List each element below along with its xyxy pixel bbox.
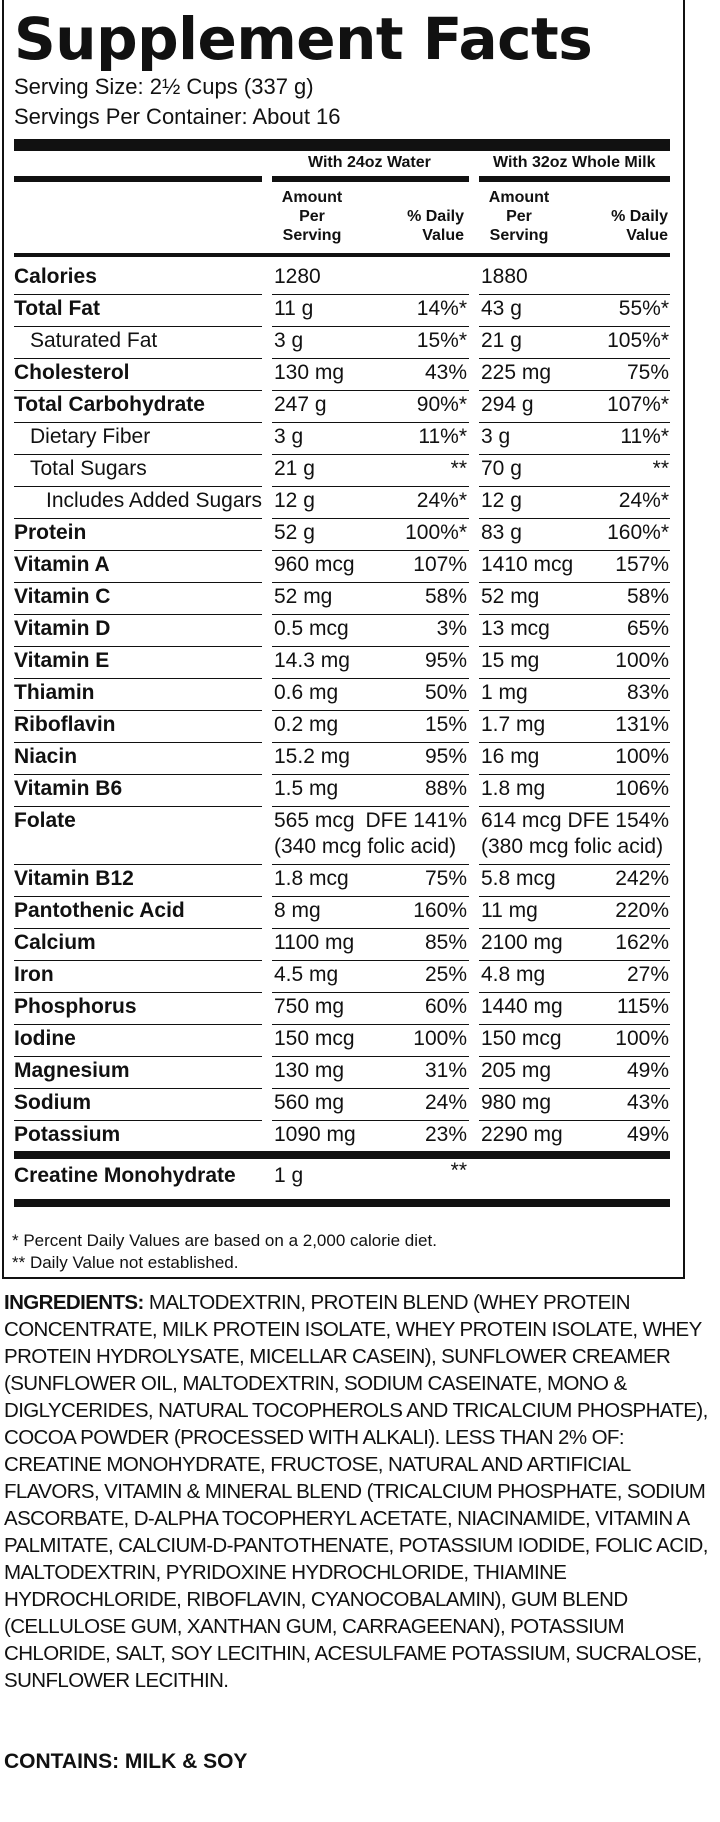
water-amount: 8 mg bbox=[274, 899, 321, 922]
water-daily-value: 15% bbox=[424, 713, 467, 736]
nutrient-name: Niacin bbox=[14, 745, 78, 768]
water-daily-value: 160% bbox=[413, 899, 467, 922]
water-daily-value: 15%* bbox=[416, 329, 467, 352]
water-daily-value: 100% bbox=[413, 1027, 467, 1050]
row-divider bbox=[14, 710, 262, 711]
water-amount: 52 g bbox=[274, 521, 315, 544]
row-divider bbox=[14, 614, 262, 615]
nutrient-name: Phosphorus bbox=[14, 995, 137, 1018]
row-divider bbox=[14, 774, 262, 775]
row-divider bbox=[272, 518, 469, 519]
water-daily-value: 24%* bbox=[416, 489, 467, 512]
nutrient-name: Sodium bbox=[14, 1091, 91, 1114]
nutrient-name: Calcium bbox=[14, 931, 96, 954]
nutrient-name: Magnesium bbox=[14, 1059, 130, 1082]
nutrient-name: Cholesterol bbox=[14, 361, 130, 384]
nutrient-name: Vitamin B12 bbox=[14, 867, 134, 890]
row-divider bbox=[14, 678, 262, 679]
row-divider bbox=[272, 960, 469, 961]
thick-divider-top bbox=[14, 139, 670, 151]
water-daily-value: DFE 141% bbox=[365, 809, 467, 832]
water-daily-value: 25% bbox=[424, 963, 467, 986]
milk-daily-value: 100% bbox=[615, 745, 669, 768]
row-divider bbox=[479, 774, 670, 775]
row-divider bbox=[14, 1024, 262, 1025]
nutrient-name: Vitamin A bbox=[14, 553, 110, 576]
row-divider bbox=[272, 992, 469, 993]
row-divider bbox=[272, 486, 469, 487]
milk-amount: 205 mg bbox=[481, 1059, 552, 1082]
milk-amount: 70 g bbox=[481, 457, 522, 480]
header-divider-water bbox=[272, 176, 469, 182]
milk-amount: 13 mcg bbox=[481, 617, 550, 640]
nutrient-name: Riboflavin bbox=[14, 713, 116, 736]
row-divider bbox=[272, 1120, 469, 1121]
water-daily-value: 11%* bbox=[418, 425, 467, 448]
row-divider bbox=[14, 454, 262, 455]
milk-amount: 980 mg bbox=[481, 1091, 552, 1114]
panel-title: Supplement Facts bbox=[14, 5, 593, 73]
water-daily-value: 14%* bbox=[416, 297, 467, 320]
milk-daily-value: 49% bbox=[626, 1059, 669, 1082]
nutrient-name: Saturated Fat bbox=[30, 329, 158, 352]
ingredients bbox=[4, 1289, 716, 1694]
row-divider bbox=[479, 678, 670, 679]
milk-amount: 15 mg bbox=[481, 649, 540, 672]
col-group-water: With 24oz Water bbox=[308, 154, 431, 171]
water-daily-value: 23% bbox=[424, 1123, 467, 1146]
milk-daily-value: 27% bbox=[626, 963, 669, 986]
row-divider bbox=[272, 454, 469, 455]
water-daily-value: 75% bbox=[424, 867, 467, 890]
water-amount: 15.2 mg bbox=[274, 745, 350, 768]
row-divider bbox=[272, 422, 469, 423]
water-daily-value: ** bbox=[450, 457, 467, 480]
water-daily-value: 85% bbox=[424, 931, 467, 954]
row-divider bbox=[479, 646, 670, 647]
row-divider bbox=[479, 390, 670, 391]
water-amount: 130 mg bbox=[274, 361, 345, 384]
col-amount-water: Amount Per Serving bbox=[281, 189, 343, 244]
row-divider bbox=[479, 1056, 670, 1057]
water-amount: 750 mg bbox=[274, 995, 345, 1018]
water-amount: 3 g bbox=[274, 329, 304, 352]
row-divider bbox=[14, 992, 262, 993]
water-amount: 0.6 mg bbox=[274, 681, 339, 704]
nutrient-name: Includes Added Sugars bbox=[46, 489, 262, 512]
row-divider bbox=[272, 550, 469, 551]
header-divider-name bbox=[14, 176, 262, 182]
header-divider-bottom bbox=[14, 253, 670, 257]
row-divider bbox=[479, 742, 670, 743]
water-amount: 565 mcg bbox=[274, 809, 355, 832]
milk-daily-value: 162% bbox=[615, 931, 669, 954]
row-divider bbox=[479, 864, 670, 865]
milk-daily-value: 24%* bbox=[618, 489, 669, 512]
row-divider bbox=[272, 646, 469, 647]
nutrient-name: Folate bbox=[14, 809, 76, 832]
water-daily-value: 88% bbox=[424, 777, 467, 800]
allergen-statement: CONTAINS: MILK & SOY bbox=[4, 1750, 248, 1773]
milk-daily-value: 49% bbox=[626, 1123, 669, 1146]
water-daily-value: 95% bbox=[424, 649, 467, 672]
milk-amount: 1410 mcg bbox=[481, 553, 574, 576]
water-amount: 1.8 mcg bbox=[274, 867, 349, 890]
row-divider bbox=[14, 742, 262, 743]
water-amount: 0.2 mg bbox=[274, 713, 339, 736]
row-divider bbox=[14, 518, 262, 519]
water-amount: 1.5 mg bbox=[274, 777, 339, 800]
milk-amount: 21 g bbox=[481, 329, 522, 352]
milk-amount: 4.8 mg bbox=[481, 963, 546, 986]
milk-daily-value: 100% bbox=[615, 1027, 669, 1050]
water-daily-value: 58% bbox=[424, 585, 467, 608]
nutrient-name: Total Carbohydrate bbox=[14, 393, 205, 416]
row-divider bbox=[272, 358, 469, 359]
servings-per-container: Servings Per Container: About 16 bbox=[14, 104, 341, 129]
col-group-milk: With 32oz Whole Milk bbox=[493, 154, 656, 171]
row-divider bbox=[14, 390, 262, 391]
milk-daily-value: 55%* bbox=[618, 297, 669, 320]
water-amount: 21 g bbox=[274, 457, 315, 480]
water-amount: 4.5 mg bbox=[274, 963, 339, 986]
row-divider bbox=[14, 326, 262, 327]
water-amount: 0.5 mcg bbox=[274, 617, 349, 640]
milk-daily-value: 65% bbox=[626, 617, 669, 640]
creatine-name: Creatine Monohydrate bbox=[14, 1164, 236, 1187]
row-divider bbox=[272, 896, 469, 897]
water-amount: 247 g bbox=[274, 393, 327, 416]
col-dv-water: % Daily Value bbox=[407, 208, 464, 244]
nutrient-name: Vitamin B6 bbox=[14, 777, 123, 800]
row-divider bbox=[272, 1024, 469, 1025]
milk-daily-value: DFE 154% bbox=[567, 809, 669, 832]
row-divider bbox=[272, 928, 469, 929]
milk-daily-value: 220% bbox=[615, 899, 669, 922]
row-divider bbox=[479, 358, 670, 359]
water-folic-acid: (340 mcg folic acid) bbox=[274, 835, 457, 858]
milk-daily-value: 75% bbox=[626, 361, 669, 384]
milk-folic-acid: (380 mcg folic acid) bbox=[481, 835, 664, 858]
creatine-daily-value: ** bbox=[450, 1159, 467, 1182]
water-amount: 1090 mg bbox=[274, 1123, 356, 1146]
milk-daily-value: 160%* bbox=[607, 521, 669, 544]
row-divider bbox=[272, 710, 469, 711]
creatine-amount: 1 g bbox=[274, 1164, 304, 1187]
nutrient-name: Dietary Fiber bbox=[30, 425, 151, 448]
row-divider bbox=[14, 806, 262, 807]
water-daily-value: 50% bbox=[424, 681, 467, 704]
row-divider bbox=[14, 358, 262, 359]
row-divider bbox=[272, 614, 469, 615]
nutrient-name: Potassium bbox=[14, 1123, 121, 1146]
nutrient-name: Vitamin D bbox=[14, 617, 111, 640]
nutrient-name: Protein bbox=[14, 521, 87, 544]
row-divider bbox=[14, 864, 262, 865]
row-divider bbox=[272, 864, 469, 865]
row-divider bbox=[479, 550, 670, 551]
milk-daily-value: 107%* bbox=[607, 393, 669, 416]
milk-amount: 52 mg bbox=[481, 585, 540, 608]
water-amount: 1100 mg bbox=[274, 931, 355, 954]
water-amount: 960 mcg bbox=[274, 553, 355, 576]
water-amount: 52 mg bbox=[274, 585, 333, 608]
nutrient-name: Total Sugars bbox=[30, 457, 147, 480]
milk-amount: 83 g bbox=[481, 521, 522, 544]
nutrient-name: Calories bbox=[14, 265, 97, 288]
row-divider bbox=[14, 1120, 262, 1121]
row-divider bbox=[479, 422, 670, 423]
row-divider bbox=[272, 294, 469, 295]
milk-amount: 225 mg bbox=[481, 361, 552, 384]
footnote-not-established: ** Daily Value not established. bbox=[12, 1253, 239, 1272]
water-daily-value: 95% bbox=[424, 745, 467, 768]
footnote-dv: * Percent Daily Values are based on a 2,000 calorie diet. bbox=[12, 1231, 437, 1250]
water-daily-value: 90%* bbox=[416, 393, 467, 416]
row-divider bbox=[14, 422, 262, 423]
milk-amount: 2100 mg bbox=[481, 931, 563, 954]
row-divider bbox=[14, 646, 262, 647]
row-divider bbox=[479, 992, 670, 993]
milk-daily-value: 115% bbox=[616, 995, 669, 1018]
milk-amount: 1.7 mg bbox=[481, 713, 546, 736]
milk-daily-value: 131% bbox=[615, 713, 669, 736]
row-divider bbox=[479, 1024, 670, 1025]
water-amount: 11 g bbox=[274, 297, 314, 320]
milk-daily-value: 106% bbox=[615, 777, 669, 800]
row-divider bbox=[479, 710, 670, 711]
water-amount: 1280 bbox=[274, 265, 321, 288]
nutrient-name: Vitamin E bbox=[14, 649, 110, 672]
row-divider bbox=[479, 1120, 670, 1121]
water-daily-value: 43% bbox=[424, 361, 467, 384]
row-divider bbox=[272, 582, 469, 583]
milk-daily-value: 83% bbox=[626, 681, 669, 704]
milk-daily-value: 100% bbox=[615, 649, 669, 672]
nutrient-name: Vitamin C bbox=[14, 585, 111, 608]
row-divider bbox=[272, 806, 469, 807]
row-divider bbox=[14, 896, 262, 897]
milk-amount: 1440 mg bbox=[481, 995, 563, 1018]
water-daily-value: 60% bbox=[424, 995, 467, 1018]
milk-amount: 1.8 mg bbox=[481, 777, 546, 800]
water-amount: 560 mg bbox=[274, 1091, 345, 1114]
milk-amount: 5.8 mcg bbox=[481, 867, 556, 890]
milk-amount: 3 g bbox=[481, 425, 511, 448]
row-divider bbox=[479, 928, 670, 929]
water-daily-value: 31% bbox=[424, 1059, 467, 1082]
row-divider bbox=[479, 1088, 670, 1089]
col-dv-milk: % Daily Value bbox=[611, 208, 668, 244]
milk-daily-value: 242% bbox=[615, 867, 669, 890]
milk-amount: 1880 bbox=[481, 265, 528, 288]
row-divider bbox=[14, 1056, 262, 1057]
nutrient-name: Pantothenic Acid bbox=[14, 899, 185, 922]
row-divider bbox=[479, 582, 670, 583]
milk-amount: 1 mg bbox=[481, 681, 528, 704]
col-amount-milk: Amount Per Serving bbox=[488, 189, 550, 244]
row-divider bbox=[14, 928, 262, 929]
milk-amount: 12 g bbox=[481, 489, 522, 512]
ingredients-text: MALTODEXTRIN, PROTEIN BLEND (WHEY PROTEIN CONCENTRATE, MILK PROTEIN ISOLATE, WHEY PROTEIN ISOLATE, WHEY PROTEIN HYDROLYSATE, MICELLAR CASEIN), SUNFLOWER CREAMER (SUNFLOWER OIL, MALTODEXTRIN, SODIUM CASEINATE, MONO & DIGLYCERIDES, NATURAL TOCOPHEROLS AND TRICALCIUM PHOSPHATE), COCOA POWDER (PROCESSED WITH ALKALI). LESS THAN 2% OF: CREATINE MONOHYDRATE, FRUCTOSE, NATURAL AND ARTIFICIAL FLAVORS, VITAMIN & MINERAL BLEND (TRICALCIUM PHOSPHATE, SODIUM ASCORBATE, D-ALPHA TOCOPHERYL ACETATE, NIACINAMIDE, VITAMIN A PALMITATE, CALCIUM-D-PANTOTHENATE, POTASSIUM IODIDE, FOLIC ACID, MALTODEXTRIN, PYRIDOXINE HYDROCHLORIDE, THIAMINE HYDROCHLORIDE, RIBOFLAVIN, CYANOCOBALAMIN), GUM BLEND (CELLULOSE GUM, XANTHAN GUM, CARRAGEENAN), POTASSIUM CHLORIDE, SALT, SOY LECITHIN, ACESULFAME POTASSIUM, SUCRALOSE, SUNFLOWER LECITHIN. bbox=[4, 1291, 708, 1692]
thick-divider-bottom bbox=[14, 1199, 670, 1207]
milk-amount: 11 mg bbox=[481, 899, 538, 922]
row-divider bbox=[272, 678, 469, 679]
milk-amount: 150 mcg bbox=[481, 1027, 562, 1050]
water-daily-value: 107% bbox=[413, 553, 467, 576]
milk-daily-value: 105%* bbox=[607, 329, 669, 352]
ingredients-label: INGREDIENTS: bbox=[4, 1291, 144, 1314]
row-divider bbox=[272, 742, 469, 743]
nutrient-name: Thiamin bbox=[14, 681, 95, 704]
row-divider bbox=[14, 294, 262, 295]
milk-amount: 614 mcg bbox=[481, 809, 562, 832]
nutrient-name: Total Fat bbox=[14, 297, 100, 320]
row-divider bbox=[479, 326, 670, 327]
row-divider bbox=[479, 614, 670, 615]
water-daily-value: 3% bbox=[436, 617, 467, 640]
milk-amount: 2290 mg bbox=[481, 1123, 563, 1146]
milk-daily-value: ** bbox=[652, 457, 669, 480]
row-divider bbox=[479, 960, 670, 961]
water-amount: 3 g bbox=[274, 425, 304, 448]
serving-size: Serving Size: 2½ Cups (337 g) bbox=[14, 74, 314, 99]
nutrient-name: Iodine bbox=[14, 1027, 76, 1050]
milk-amount: 16 mg bbox=[481, 745, 540, 768]
row-divider bbox=[14, 1088, 262, 1089]
header-divider-milk bbox=[479, 176, 670, 182]
row-divider bbox=[272, 1088, 469, 1089]
row-divider bbox=[479, 486, 670, 487]
milk-daily-value: 58% bbox=[626, 585, 669, 608]
milk-amount: 294 g bbox=[481, 393, 534, 416]
row-divider bbox=[479, 896, 670, 897]
row-divider bbox=[479, 518, 670, 519]
row-divider bbox=[479, 454, 670, 455]
water-daily-value: 100%* bbox=[405, 521, 467, 544]
row-divider bbox=[14, 582, 262, 583]
milk-daily-value: 157% bbox=[615, 553, 669, 576]
row-divider bbox=[14, 486, 262, 487]
water-amount: 150 mcg bbox=[274, 1027, 355, 1050]
nutrient-name: Iron bbox=[14, 963, 54, 986]
water-daily-value: 24% bbox=[424, 1091, 467, 1114]
row-divider bbox=[479, 806, 670, 807]
row-divider bbox=[14, 960, 262, 961]
row-divider bbox=[272, 390, 469, 391]
row-divider bbox=[272, 326, 469, 327]
row-divider bbox=[272, 1056, 469, 1057]
milk-daily-value: 11%* bbox=[620, 425, 669, 448]
milk-daily-value: 43% bbox=[626, 1091, 669, 1114]
water-amount: 12 g bbox=[274, 489, 315, 512]
row-divider bbox=[479, 294, 670, 295]
water-amount: 130 mg bbox=[274, 1059, 345, 1082]
water-amount: 14.3 mg bbox=[274, 649, 350, 672]
row-divider bbox=[14, 550, 262, 551]
milk-amount: 43 g bbox=[481, 297, 522, 320]
row-divider bbox=[272, 774, 469, 775]
